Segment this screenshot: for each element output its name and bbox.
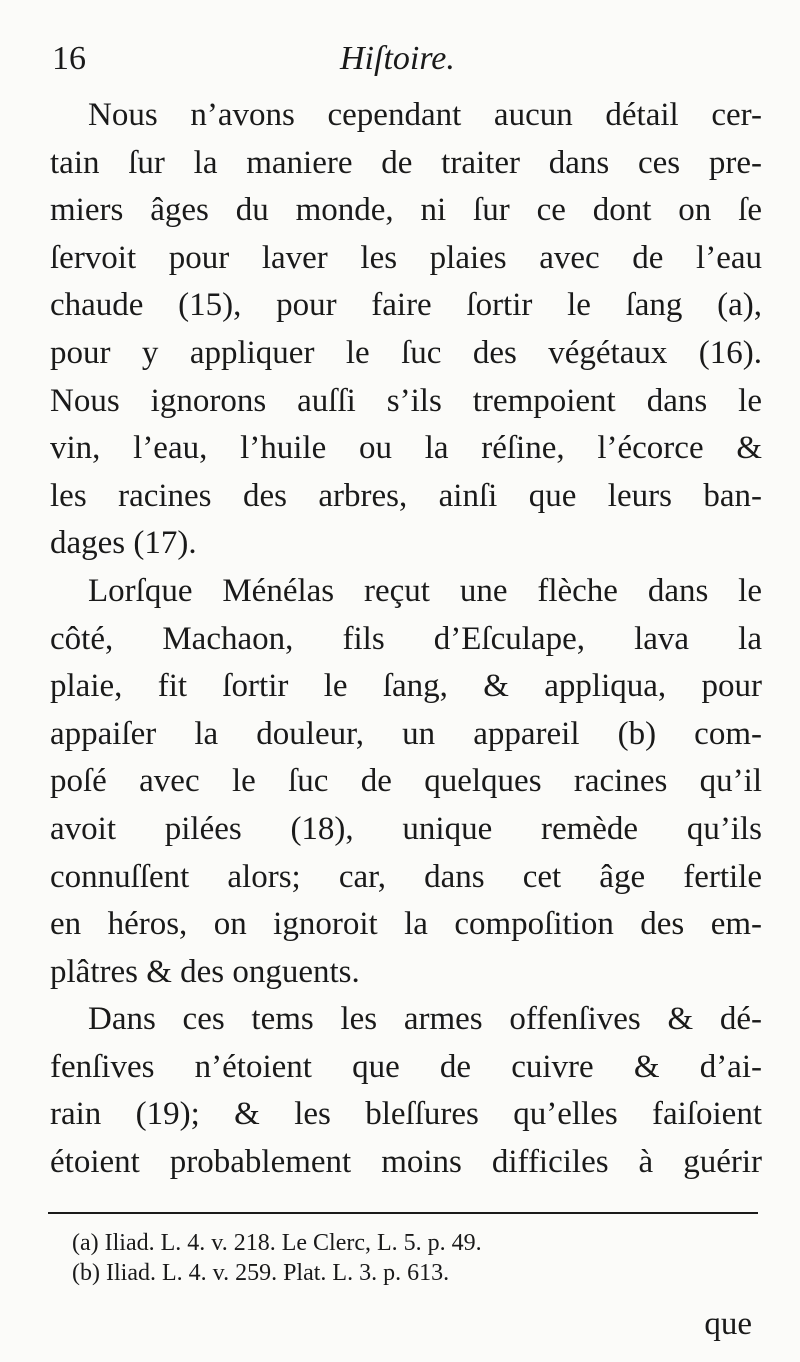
text-line: Nous n’avons cependant aucun détail cer-: [88, 97, 762, 133]
text-line: plâtres & des onguents.: [50, 953, 360, 990]
text-line: côté, Machaon, fils d’Eſculape, lava la: [50, 620, 762, 657]
text-line: vin, l’eau, l’huile ou la réſine, l’écorce &: [50, 430, 762, 467]
text-line: miers âges du monde, ni ſur ce dont on ſe: [50, 192, 762, 229]
text-line: Dans ces tems les armes offenſives & dé-: [88, 1001, 762, 1038]
text-line: tain ſur la maniere de traiter dans ces pre-: [50, 144, 762, 181]
page-number: 16: [52, 40, 86, 77]
text-line: ſervoit pour laver les plaies avec de l’eau: [50, 239, 762, 276]
catchword: que: [704, 1306, 752, 1342]
paragraph: [50, 92, 762, 568]
running-title: Hiſtoire.: [340, 40, 455, 77]
page-header: [52, 40, 760, 90]
body-text: [50, 92, 762, 1187]
paragraph: [50, 568, 762, 996]
text-line: fenſives n’étoient que de cuivre & d’ai-: [50, 1048, 762, 1085]
text-line: plaie, fit ſortir le ſang, & appliqua, pour: [50, 668, 762, 705]
text-line: connuſſent alors; car, dans cet âge fertile: [50, 858, 762, 895]
text-line: en héros, on ignoroit la compoſition des em-: [50, 906, 762, 943]
text-line: dages (17).: [50, 525, 197, 562]
footnote-rule: [48, 1212, 758, 1214]
text-line: appaiſer la douleur, un appareil (b) com-: [50, 715, 762, 752]
paragraph: [50, 996, 762, 1186]
text-line: Nous ignorons auſſi s’ils trempoient dans le: [50, 382, 762, 419]
text-line: pour y appliquer le ſuc des végétaux (16).: [50, 334, 762, 371]
text-line: les racines des arbres, ainſi que leurs ban-: [50, 477, 762, 514]
text-line: étoient probablement moins difficiles à guérir: [50, 1144, 762, 1181]
text-line: poſé avec le ſuc de quelques racines qu’il: [50, 763, 762, 800]
text-line: chaude (15), pour faire ſortir le ſang (a),: [50, 287, 762, 324]
footnotes: [72, 1228, 752, 1288]
text-line: Lorſque Ménélas reçut une flèche dans le: [88, 572, 762, 609]
footnote-b: (b) Iliad. L. 4. v. 259. Plat. L. 3. p. 613.: [72, 1260, 450, 1286]
footnote-a: (a) Iliad. L. 4. v. 218. Le Clerc, L. 5. p. 49.: [72, 1230, 482, 1256]
text-line: rain (19); & les bleſſures qu’elles faiſoient: [50, 1096, 762, 1133]
text-line: avoit pilées (18), unique remède qu’ils: [50, 810, 762, 847]
